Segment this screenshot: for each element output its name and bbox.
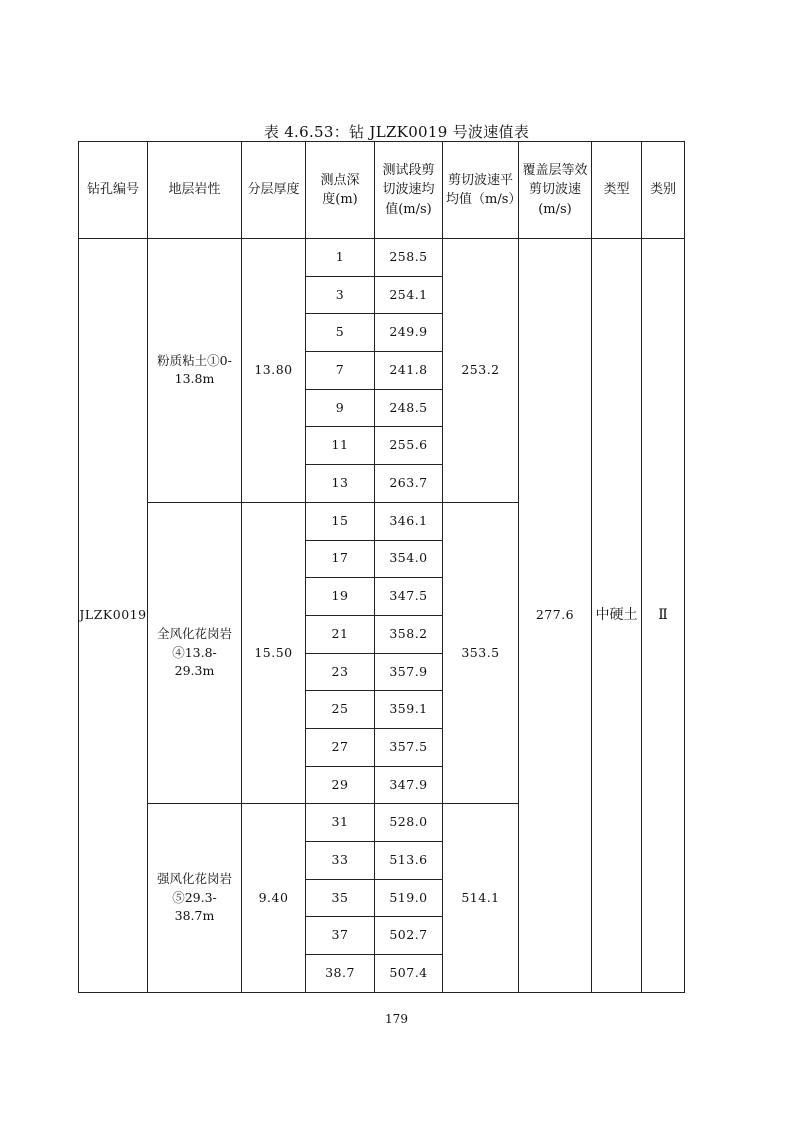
wave-velocity-table xyxy=(78,141,685,993)
depth-cell: 1 xyxy=(306,239,375,277)
thickness-cell: 15.50 xyxy=(242,502,306,804)
velocity-cell: 357.5 xyxy=(375,728,443,766)
depth-cell: 27 xyxy=(306,728,375,766)
depth-cell: 23 xyxy=(306,653,375,691)
velocity-cell: 249.9 xyxy=(375,314,443,352)
velocity-cell: 519.0 xyxy=(375,879,443,917)
depth-cell: 38.7 xyxy=(306,955,375,993)
velocity-cell: 359.1 xyxy=(375,691,443,729)
depth-cell: 19 xyxy=(306,578,375,616)
depth-cell: 5 xyxy=(306,314,375,352)
velocity-cell: 347.9 xyxy=(375,766,443,804)
velocity-cell: 248.5 xyxy=(375,389,443,427)
borehole-id-cell: JLZK0019 xyxy=(79,239,148,993)
velocity-cell: 255.6 xyxy=(375,427,443,465)
header-row xyxy=(79,142,685,239)
velocity-cell: 354.0 xyxy=(375,540,443,578)
depth-cell: 7 xyxy=(306,352,375,390)
average-velocity-cell: 253.2 xyxy=(443,239,519,503)
velocity-cell: 241.8 xyxy=(375,352,443,390)
depth-cell: 21 xyxy=(306,615,375,653)
lithology-cell: 强风化花岗岩⑤29.3-38.7m xyxy=(148,804,242,992)
velocity-cell: 263.7 xyxy=(375,465,443,503)
header-thickness: 分层厚度 xyxy=(242,142,306,239)
velocity-cell: 357.9 xyxy=(375,653,443,691)
header-segment-velocity: 测试段剪切波速均值(m/s) xyxy=(375,142,443,239)
table-body xyxy=(79,239,685,993)
depth-cell: 3 xyxy=(306,276,375,314)
velocity-cell: 528.0 xyxy=(375,804,443,842)
depth-cell: 29 xyxy=(306,766,375,804)
depth-cell: 15 xyxy=(306,502,375,540)
depth-cell: 35 xyxy=(306,879,375,917)
average-velocity-cell: 353.5 xyxy=(443,502,519,804)
site-class-cell: Ⅱ xyxy=(642,239,685,993)
depth-cell: 9 xyxy=(306,389,375,427)
depth-cell: 37 xyxy=(306,917,375,955)
depth-cell: 31 xyxy=(306,804,375,842)
depth-cell: 17 xyxy=(306,540,375,578)
average-velocity-cell: 514.1 xyxy=(443,804,519,992)
depth-cell: 25 xyxy=(306,691,375,729)
lithology-cell: 全风化花岗岩④13.8-29.3m xyxy=(148,502,242,804)
header-depth: 测点深度(m) xyxy=(306,142,375,239)
depth-cell: 11 xyxy=(306,427,375,465)
velocity-cell: 254.1 xyxy=(375,276,443,314)
table-row xyxy=(79,239,685,277)
velocity-cell: 258.5 xyxy=(375,239,443,277)
velocity-cell: 346.1 xyxy=(375,502,443,540)
header-type: 类型 xyxy=(592,142,642,239)
velocity-cell: 513.6 xyxy=(375,842,443,880)
header-class: 类别 xyxy=(642,142,685,239)
header-average-velocity: 剪切波速平均值（m/s） xyxy=(443,142,519,239)
velocity-cell: 358.2 xyxy=(375,615,443,653)
velocity-cell: 347.5 xyxy=(375,578,443,616)
thickness-cell: 9.40 xyxy=(242,804,306,992)
velocity-cell: 502.7 xyxy=(375,917,443,955)
header-borehole-id: 钻孔编号 xyxy=(79,142,148,239)
thickness-cell: 13.80 xyxy=(242,239,306,503)
equivalent-velocity-cell: 277.6 xyxy=(519,239,592,993)
table-title: 表 4.6.53：钻 JLZK0019 号波速值表 xyxy=(263,123,530,141)
page-number: 179 xyxy=(385,1012,408,1026)
depth-cell: 13 xyxy=(306,465,375,503)
header-equivalent-velocity: 覆盖层等效剪切波速(m/s) xyxy=(519,142,592,239)
velocity-cell: 507.4 xyxy=(375,955,443,993)
header-lithology: 地层岩性 xyxy=(148,142,242,239)
soil-type-cell: 中硬土 xyxy=(592,239,642,993)
lithology-cell: 粉质粘土①0-13.8m xyxy=(148,239,242,503)
depth-cell: 33 xyxy=(306,842,375,880)
